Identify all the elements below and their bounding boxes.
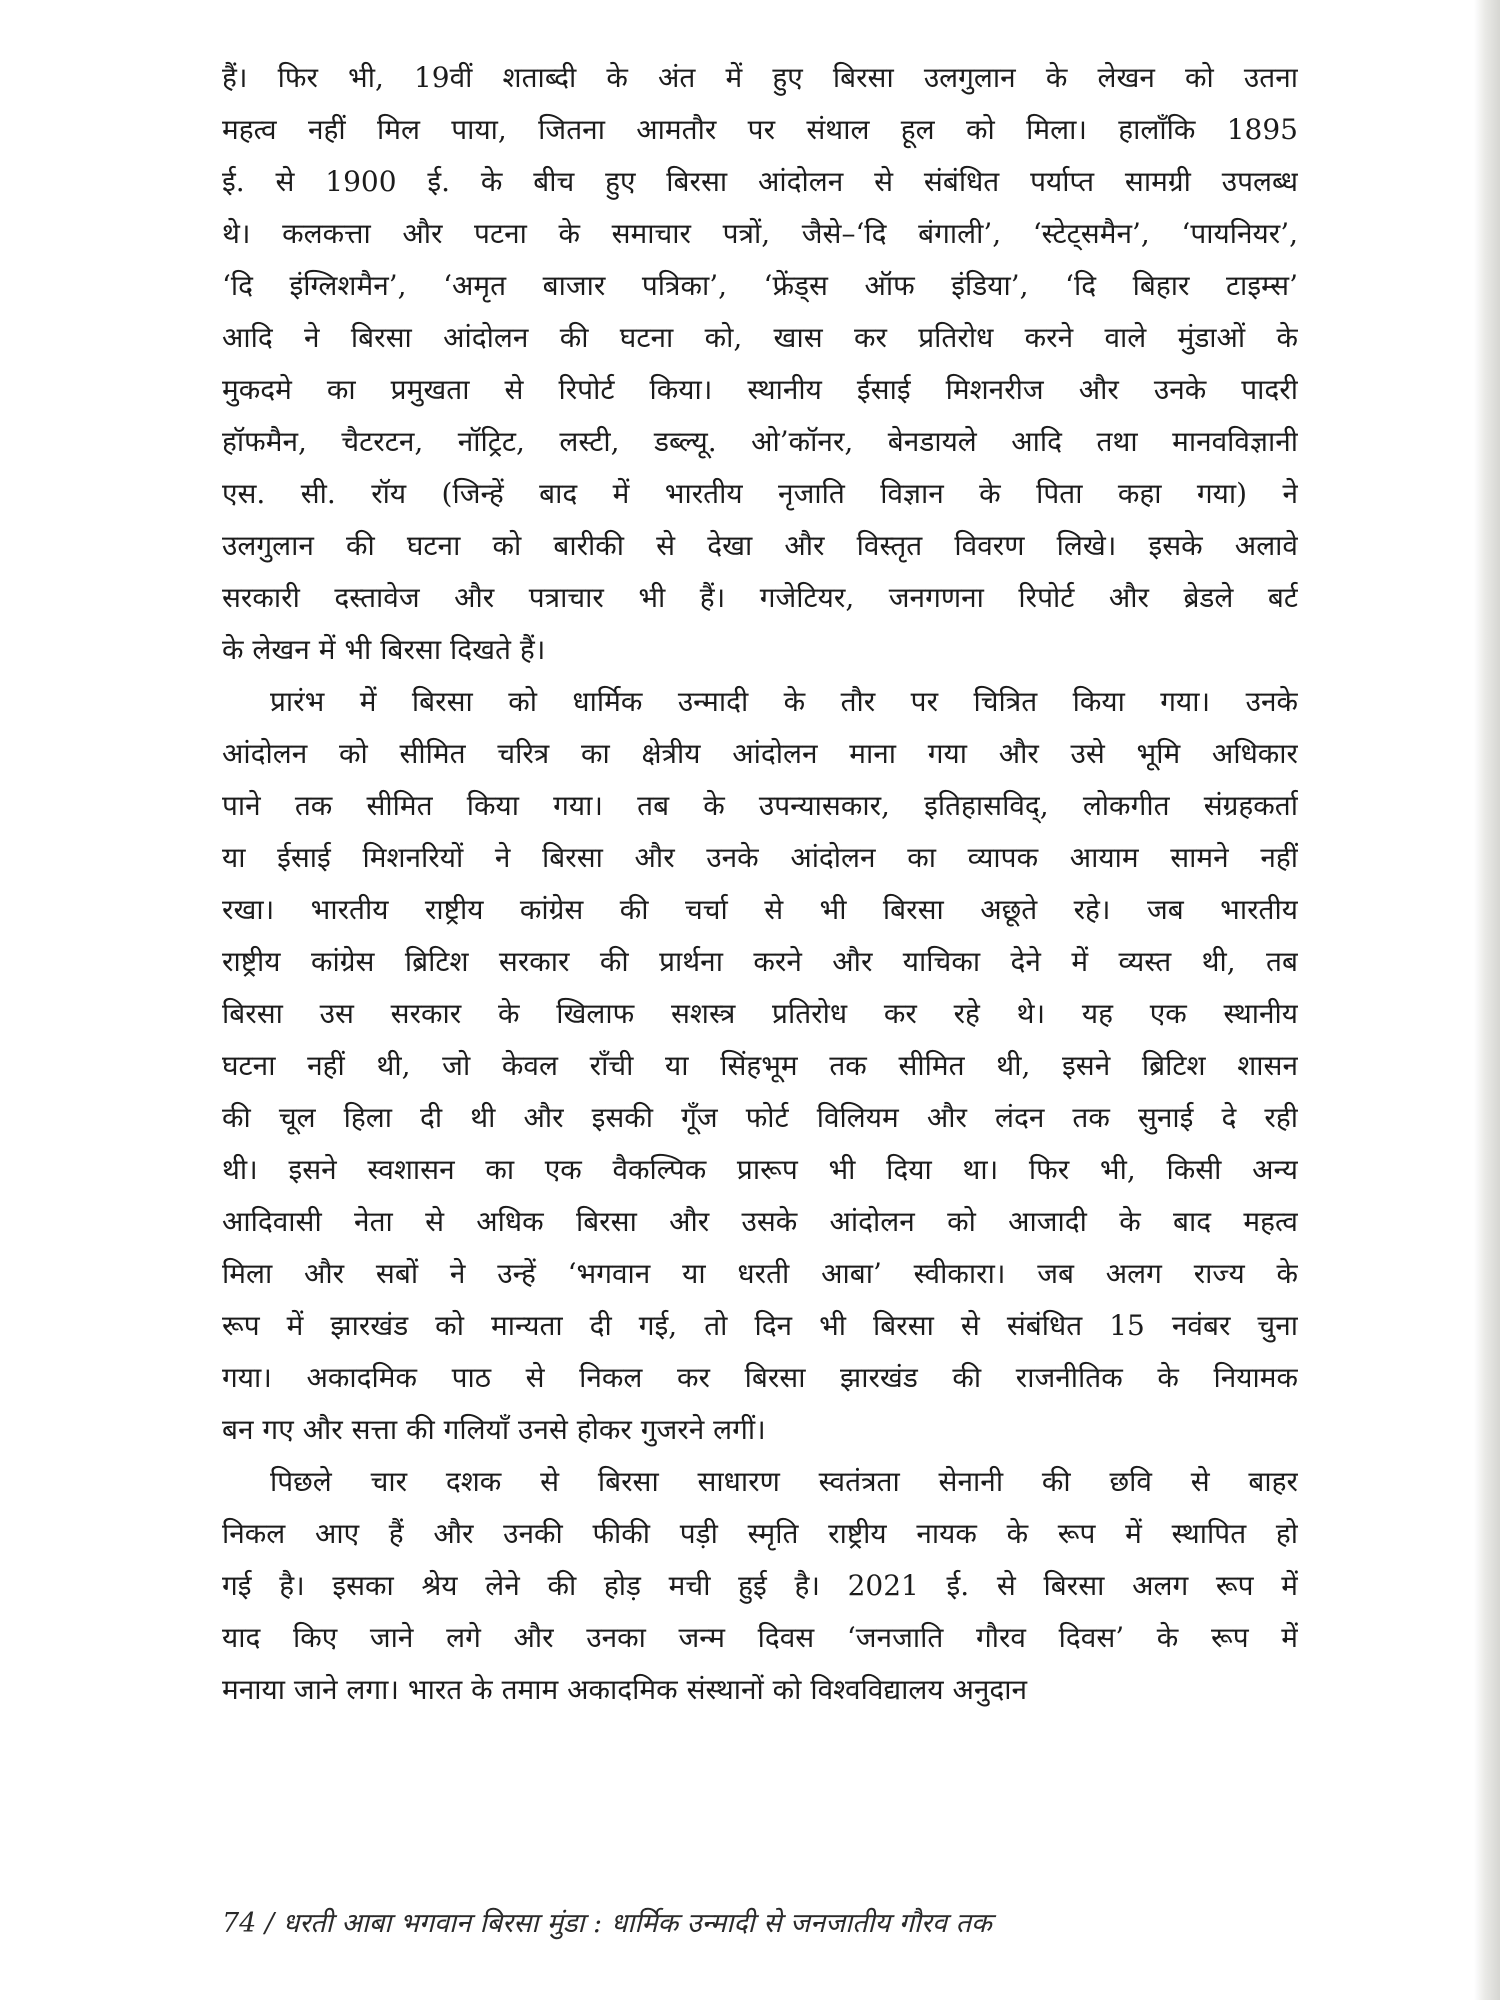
text-line: गई है। इसका श्रेय लेने की होड़ मची हुई है। 2021 ई. से बिरसा अलग रूप में: [222, 1569, 1298, 1602]
paragraph-1: [222, 52, 1298, 676]
text-line: आदिवासी नेता से अधिक बिरसा और उसके आंदोलन को आजादी के बाद महत्व: [222, 1205, 1298, 1238]
text-line: घटना नहीं थी, जो केवल राँची या सिंहभूम तक सीमित थी, इसने ब्रिटिश शासन: [222, 1049, 1298, 1082]
text-line: एस. सी. रॉय (जिन्हें बाद में भारतीय नृजाति विज्ञान के पिता कहा गया) ने: [222, 477, 1298, 510]
text-line: पाने तक सीमित किया गया। तब के उपन्यासकार, इतिहासविद्, लोकगीत संग्रहकर्ता: [222, 789, 1298, 822]
text-line: उलगुलान की घटना को बारीकी से देखा और विस्तृत विवरण लिखे। इसके अलावे: [222, 529, 1298, 562]
text-line: हॉफमैन, चैटरटन, नॉट्रिट, लस्टी, डब्ल्यू. ओ’कॉनर, बेनडायले आदि तथा मानवविज्ञानी: [222, 425, 1298, 458]
text-line: निकल आए हैं और उनकी फीकी पड़ी स्मृति राष्ट्रीय नायक के रूप में स्थापित हो: [222, 1517, 1298, 1550]
text-line: रखा। भारतीय राष्ट्रीय कांग्रेस की चर्चा से भी बिरसा अछूते रहे। जब भारतीय: [222, 893, 1298, 926]
paragraph-2: [222, 676, 1298, 1456]
text-line: मिला और सबों ने उन्हें ‘भगवान या धरती आबा’ स्वीकारा। जब अलग राज्य के: [222, 1257, 1298, 1290]
text-line: थी। इसने स्वशासन का एक वैकल्पिक प्रारूप भी दिया था। फिर भी, किसी अन्य: [222, 1153, 1298, 1186]
text-line: बन गए और सत्ता की गलियाँ उनसे होकर गुजरने लगीं।: [222, 1413, 766, 1446]
body-text: [222, 52, 1298, 1716]
text-line: रूप में झारखंड को मान्यता दी गई, तो दिन भी बिरसा से संबंधित 15 नवंबर चुना: [222, 1309, 1298, 1342]
text-line: की चूल हिला दी थी और इसकी गूँज फोर्ट विलियम और लंदन तक सुनाई दे रही: [222, 1101, 1298, 1134]
text-line: प्रारंभ में बिरसा को धार्मिक उन्मादी के तौर पर चित्रित किया गया। उनके: [270, 685, 1298, 718]
text-line: आंदोलन को सीमित चरित्र का क्षेत्रीय आंदोलन माना गया और उसे भूमि अधिकार: [222, 737, 1298, 770]
text-line: आदि ने बिरसा आंदोलन की घटना को, खास कर प्रतिरोध करने वाले मुंडाओं के: [222, 321, 1298, 354]
footer-separator: /: [264, 1908, 275, 1939]
text-line: गया। अकादमिक पाठ से निकल कर बिरसा झारखंड की राजनीतिक के नियामक: [222, 1361, 1298, 1394]
text-line: मनाया जाने लगा। भारत के तमाम अकादमिक संस्थानों को विश्वविद्यालय अनुदान: [222, 1673, 1028, 1706]
text-line: बिरसा उस सरकार के खिलाफ सशस्त्र प्रतिरोध कर रहे थे। यह एक स्थानीय: [222, 997, 1298, 1030]
text-line: थे। कलकत्ता और पटना के समाचार पत्रों, जैसे–‘दि बंगाली’, ‘स्टेट्समैन’, ‘पायनियर’,: [222, 217, 1298, 250]
text-line: पिछले चार दशक से बिरसा साधारण स्वतंत्रता सेनानी की छवि से बाहर: [270, 1465, 1298, 1498]
text-line: ई. से 1900 ई. के बीच हुए बिरसा आंदोलन से संबंधित पर्याप्त सामग्री उपलब्ध: [222, 165, 1298, 198]
text-line: मुकदमे का प्रमुखता से रिपोर्ट किया। स्थानीय ईसाई मिशनरीज और उनके पादरी: [222, 373, 1298, 406]
page-footer: [222, 1903, 1298, 1940]
page-edge-shadow: [1474, 0, 1500, 2000]
page-number: 74: [222, 1908, 257, 1939]
text-line: के लेखन में भी बिरसा दिखते हैं।: [222, 633, 546, 666]
text-line: हैं। फिर भी, 19वीं शताब्दी के अंत में हुए बिरसा उलगुलान के लेखन को उतना: [222, 61, 1298, 94]
text-line: राष्ट्रीय कांग्रेस ब्रिटिश सरकार की प्रार्थना करने और याचिका देने में व्यस्त थी, तब: [222, 945, 1298, 978]
paragraph-3: [222, 1456, 1298, 1716]
text-line: महत्व नहीं मिल पाया, जितना आमतौर पर संथाल हूल को मिला। हालाँकि 1895: [222, 113, 1298, 146]
book-title: धरती आबा भगवान बिरसा मुंडा : धार्मिक उन्मादी से जनजातीय गौरव तक: [282, 1908, 992, 1939]
text-line: याद किए जाने लगे और उनका जन्म दिवस ‘जनजाति गौरव दिवस’ के रूप में: [222, 1621, 1298, 1654]
text-line: ‘दि इंग्लिशमैन’, ‘अमृत बाजार पत्रिका’, ‘फ्रेंड्स ऑफ इंडिया’, ‘दि बिहार टाइम्स’: [222, 269, 1298, 302]
text-line: सरकारी दस्तावेज और पत्राचार भी हैं। गजेटियर, जनगणना रिपोर्ट और ब्रेडले बर्ट: [222, 581, 1298, 614]
text-line: या ईसाई मिशनरियों ने बिरसा और उनके आंदोलन का व्यापक आयाम सामने नहीं: [222, 841, 1298, 874]
